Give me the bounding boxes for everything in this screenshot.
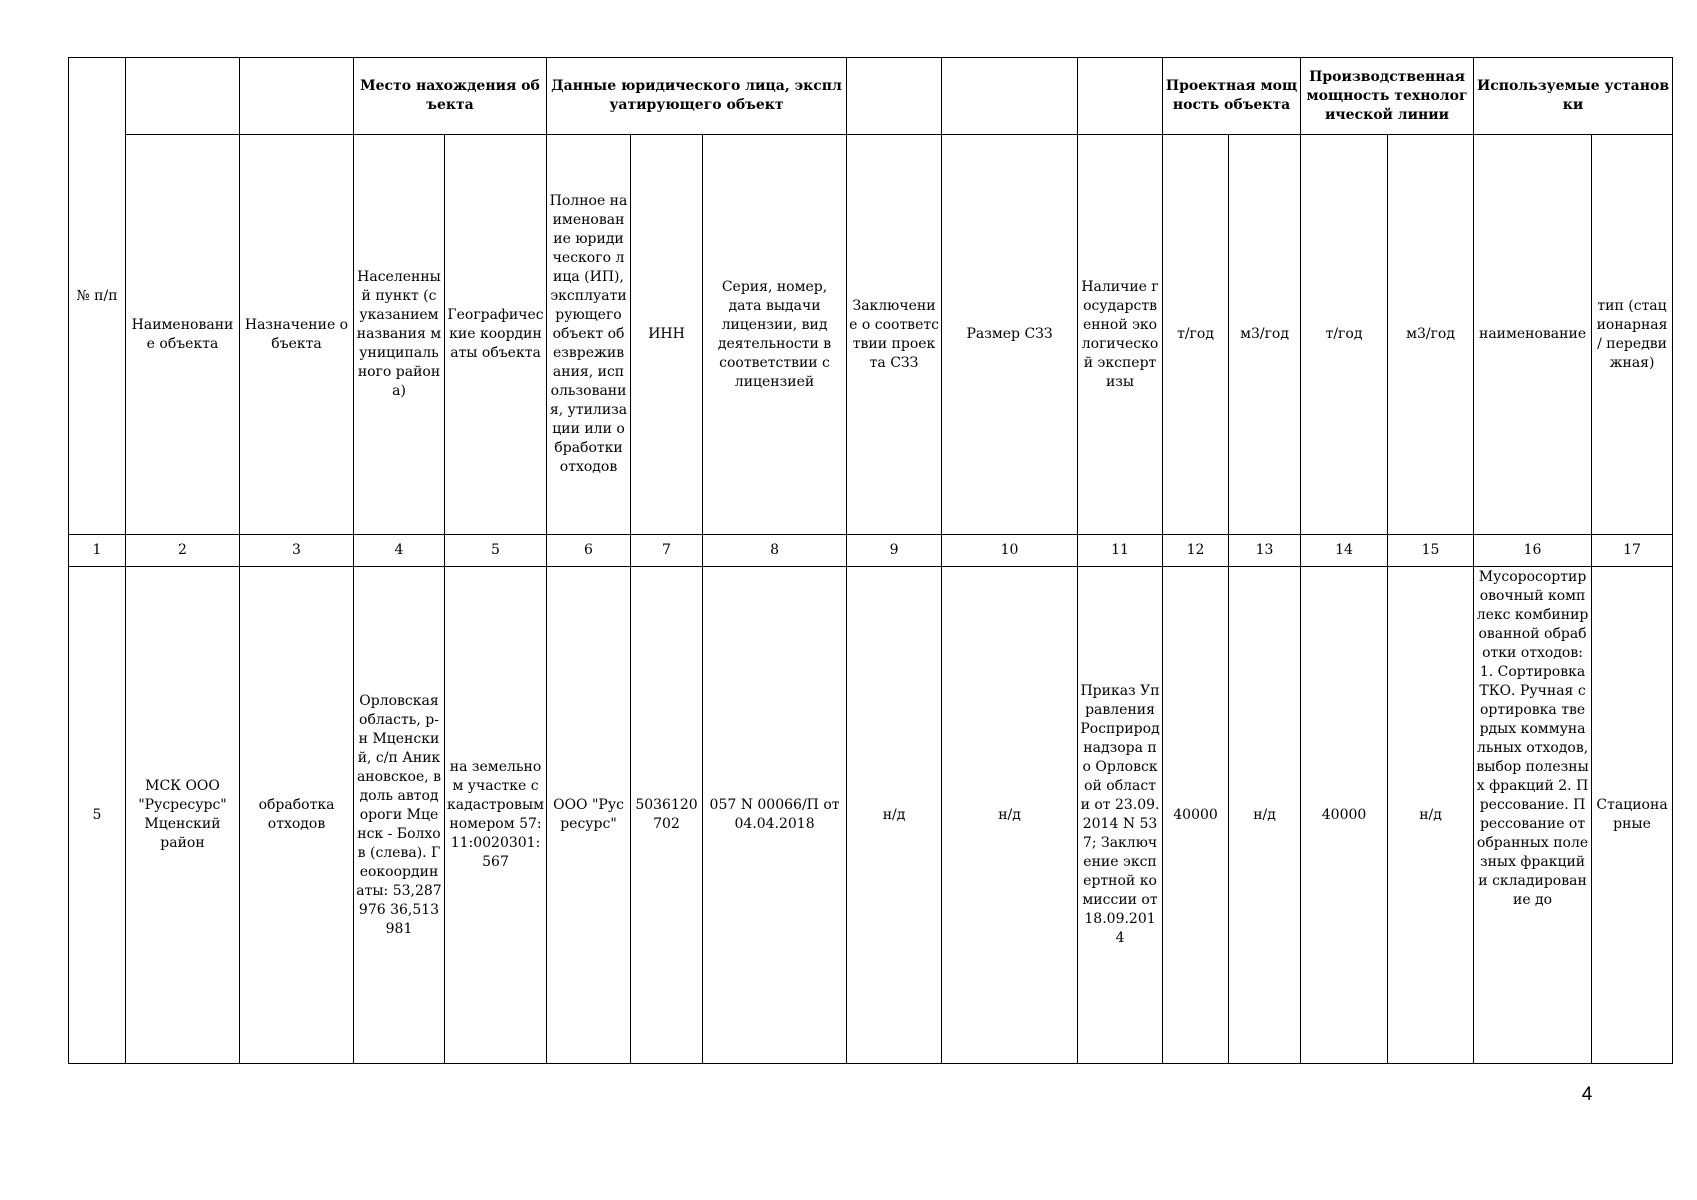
page-number: 4 (1581, 1084, 1593, 1105)
license-info: 057 N 00066/П от 04.04.2018 (703, 567, 847, 1064)
header-design-t: т/год (1163, 135, 1229, 535)
header-installations-group: Используемые установки (1474, 58, 1673, 135)
szz-conclusion: н/д (847, 567, 942, 1064)
installation-type: Стационарные (1592, 567, 1673, 1064)
design-capacity-m3: н/д (1229, 567, 1301, 1064)
header-num: № п/п (69, 58, 126, 535)
production-capacity-m3: н/д (1388, 567, 1474, 1064)
header-eco-expertise: Наличие государственной экологической экспертизы (1078, 135, 1163, 535)
header-location-group: Место нахождения объекта (354, 58, 547, 135)
header-blank (126, 58, 240, 135)
header-design-capacity-group: Проектная мощность объекта (1163, 58, 1301, 135)
row-num: 5 (69, 567, 126, 1064)
object-name: МСК ООО "Русресурс" Мценский район (126, 567, 240, 1064)
header-szz-conclusion: Заключение о соответствии проекта СЗЗ (847, 135, 942, 535)
column-number: 15 (1388, 535, 1474, 567)
installation-name: Мусоросортировочный комплекс комбинированной обработки отходов: 1. Сортировка ТКО. Ручная сортировка твердых коммунальных отходов, выбор полезных фракций 2. Прессование. Прессование отобранных полезных фракций и складирование до (1474, 567, 1592, 1064)
column-number: 16 (1474, 535, 1592, 567)
header-blank (847, 58, 942, 135)
column-number: 6 (547, 535, 631, 567)
header-prod-m3: м3/год (1388, 135, 1474, 535)
column-number: 11 (1078, 535, 1163, 567)
header-szz-size: Размер СЗЗ (942, 135, 1078, 535)
header-coords: Географические координаты объекта (445, 135, 547, 535)
org-name: ООО "Русресурс" (547, 567, 631, 1064)
object-locality: Орловская область, р-н Мценский, с/п Аникановское, вдоль автодороги Мценск - Болхов (слева). Геокоординаты: 53,287976 36,513981 (354, 567, 445, 1064)
design-capacity-t: 40000 (1163, 567, 1229, 1064)
object-coords: на земельном участке с кадастровым номером 57:11:0020301:567 (445, 567, 547, 1064)
column-number: 8 (703, 535, 847, 567)
column-number: 12 (1163, 535, 1229, 567)
object-purpose: обработка отходов (240, 567, 354, 1064)
header-locality: Населенный пункт (с указанием названия муниципального района) (354, 135, 445, 535)
column-number: 4 (354, 535, 445, 567)
column-number: 14 (1301, 535, 1388, 567)
production-capacity-t: 40000 (1301, 567, 1388, 1064)
header-org-full-name: Полное наименование юридического лица (ИП), эксплуатирующего объект обезвреживания, использования, утилизации или обработки отходов (547, 135, 631, 535)
szz-size: н/д (942, 567, 1078, 1064)
column-number: 5 (445, 535, 547, 567)
header-production-capacity-group: Производственная мощность технологической линии (1301, 58, 1474, 135)
column-number: 1 (69, 535, 126, 567)
column-number: 13 (1229, 535, 1301, 567)
column-number: 10 (942, 535, 1078, 567)
header-blank (1078, 58, 1163, 135)
column-number-row (69, 535, 1673, 567)
header-prod-t: т/год (1301, 135, 1388, 535)
header-legal-entity-group: Данные юридического лица, эксплуатирующего объект (547, 58, 847, 135)
org-inn: 5036120702 (631, 567, 703, 1064)
header-inn: ИНН (631, 135, 703, 535)
column-number: 17 (1592, 535, 1673, 567)
header-group-row (69, 58, 1673, 135)
header-blank (240, 58, 354, 135)
header-design-m3: м3/год (1229, 135, 1301, 535)
registry-table (68, 57, 1673, 1064)
header-inst-name: наименование (1474, 135, 1592, 535)
column-number: 7 (631, 535, 703, 567)
header-name: Наименование объекта (126, 135, 240, 535)
header-column-row (69, 135, 1673, 535)
column-number: 3 (240, 535, 354, 567)
column-number: 2 (126, 535, 240, 567)
header-blank (942, 58, 1078, 135)
header-license: Серия, номер, дата выдачи лицензии, вид деятельности в соответствии с лицензией (703, 135, 847, 535)
table-row (69, 567, 1673, 1064)
eco-expertise: Приказ Управления Росприроднадзора по Орловской области от 23.09.2014 N 537; Заключение экспертной комиссии от 18.09.2014 (1078, 567, 1163, 1064)
header-purpose: Назначение объекта (240, 135, 354, 535)
column-number: 9 (847, 535, 942, 567)
header-inst-type: тип (стационарная / передвижная) (1592, 135, 1673, 535)
